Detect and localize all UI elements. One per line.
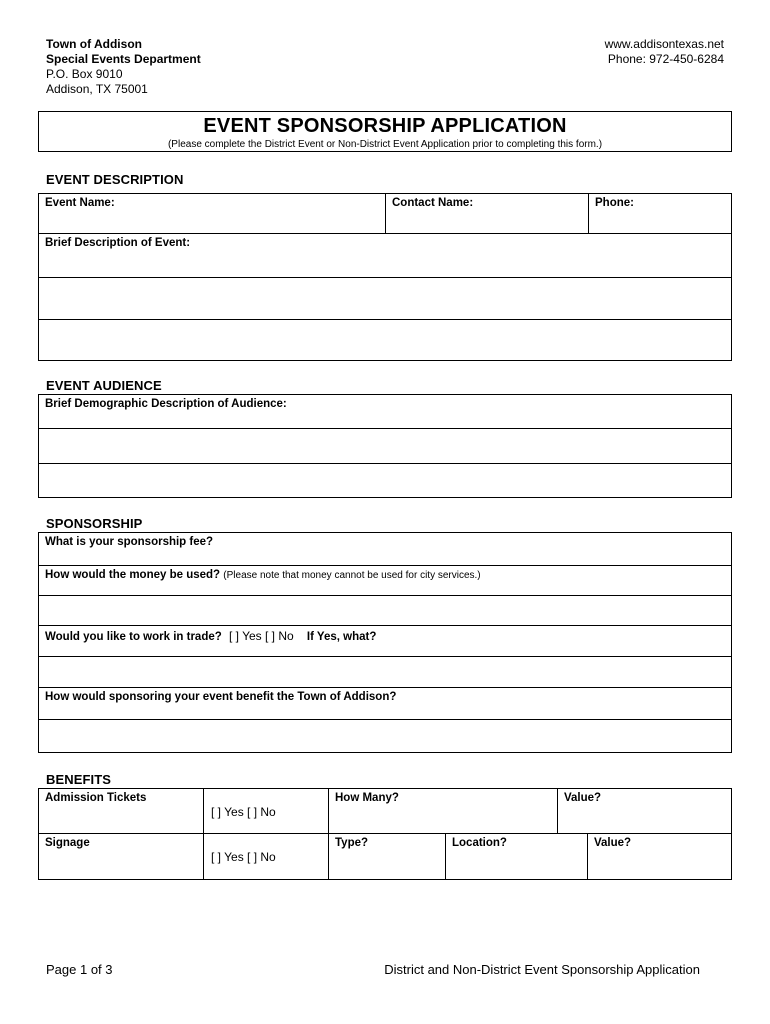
description-line-3[interactable] bbox=[38, 319, 732, 361]
admission-yes-no-checkboxes[interactable]: [ ] Yes [ ] No bbox=[211, 805, 276, 819]
admission-value-label: Value? bbox=[564, 792, 602, 804]
sponsorship-fee-label: What is your sponsorship fee? bbox=[45, 536, 214, 548]
signage-value-label: Value? bbox=[594, 837, 632, 849]
phone-label: Phone: bbox=[595, 197, 634, 209]
sponsorship-fee-field[interactable] bbox=[38, 532, 732, 566]
footer-document-title: District and Non-District Event Sponsorship Application bbox=[384, 962, 700, 977]
signage-label: Signage bbox=[45, 837, 90, 849]
money-use-note: (Please note that money cannot be used for city services.) bbox=[223, 570, 481, 581]
admission-tickets-cell bbox=[38, 788, 204, 834]
signage-yes-no-cell[interactable] bbox=[203, 833, 329, 880]
signage-location-label: Location? bbox=[452, 837, 507, 849]
audience-line-2[interactable] bbox=[38, 428, 732, 464]
signage-yes-no-checkboxes[interactable]: [ ] Yes [ ] No bbox=[211, 850, 276, 864]
event-name-label: Event Name: bbox=[45, 197, 115, 209]
section-heading-sponsorship: SPONSORSHIP bbox=[46, 516, 143, 531]
money-use-question: How would the money be used? bbox=[45, 569, 221, 581]
admission-tickets-label: Admission Tickets bbox=[45, 792, 147, 804]
website-link[interactable]: www.addisontexas.net bbox=[604, 37, 724, 51]
trade-line-2[interactable] bbox=[38, 656, 732, 688]
signage-location-field[interactable] bbox=[445, 833, 588, 880]
audience-label: Brief Demographic Description of Audience: bbox=[45, 398, 287, 410]
contact-name-label: Contact Name: bbox=[392, 197, 474, 209]
signage-type-field[interactable] bbox=[328, 833, 446, 880]
department-name: Special Events Department bbox=[46, 52, 201, 66]
section-heading-event-description: EVENT DESCRIPTION bbox=[46, 172, 184, 187]
page-number: Page 1 of 3 bbox=[46, 962, 113, 977]
admission-yes-no-cell[interactable] bbox=[203, 788, 329, 834]
trade-yes-no-checkboxes[interactable]: [ ] Yes [ ] No bbox=[228, 629, 294, 643]
city-state-zip: Addison, TX 75001 bbox=[46, 82, 148, 96]
audience-field[interactable] bbox=[38, 394, 732, 429]
organization-address bbox=[46, 37, 201, 97]
contact-name-field[interactable] bbox=[385, 193, 589, 234]
trade-field[interactable] bbox=[38, 625, 732, 657]
benefit-line-2[interactable] bbox=[38, 719, 732, 753]
benefit-label: How would sponsoring your event benefit the Town of Addison? bbox=[45, 691, 397, 703]
form-title: EVENT SPONSORSHIP APPLICATION bbox=[203, 115, 567, 137]
event-name-field[interactable] bbox=[38, 193, 386, 234]
how-many-label: How Many? bbox=[335, 792, 399, 804]
trade-question: Would you like to work in trade? bbox=[45, 631, 222, 643]
po-box: P.O. Box 9010 bbox=[46, 67, 123, 81]
trade-followup-label: If Yes, what? bbox=[306, 631, 377, 643]
phone-field[interactable] bbox=[588, 193, 732, 234]
section-heading-benefits: BENEFITS bbox=[46, 772, 112, 787]
org-name: Town of Addison bbox=[46, 37, 142, 51]
money-use-line-2[interactable] bbox=[38, 595, 732, 626]
money-use-label bbox=[39, 566, 731, 583]
contact-info bbox=[605, 37, 724, 67]
signage-value-field[interactable] bbox=[587, 833, 732, 880]
org-phone: Phone: 972-450-6284 bbox=[607, 52, 724, 66]
signage-type-label: Type? bbox=[335, 837, 369, 849]
how-many-field[interactable] bbox=[328, 788, 558, 834]
money-use-field[interactable] bbox=[38, 565, 732, 596]
section-heading-event-audience: EVENT AUDIENCE bbox=[46, 378, 162, 393]
form-subtitle: (Please complete the District Event or Non-District Event Application prior to completing this form.) bbox=[167, 139, 603, 150]
admission-value-field[interactable] bbox=[557, 788, 732, 834]
signage-cell bbox=[38, 833, 204, 880]
description-line-2[interactable] bbox=[38, 277, 732, 320]
description-label: Brief Description of Event: bbox=[45, 237, 191, 249]
trade-row bbox=[39, 626, 731, 644]
title-box bbox=[38, 111, 732, 152]
audience-line-3[interactable] bbox=[38, 463, 732, 498]
benefit-field[interactable] bbox=[38, 687, 732, 720]
description-field[interactable] bbox=[38, 233, 732, 278]
